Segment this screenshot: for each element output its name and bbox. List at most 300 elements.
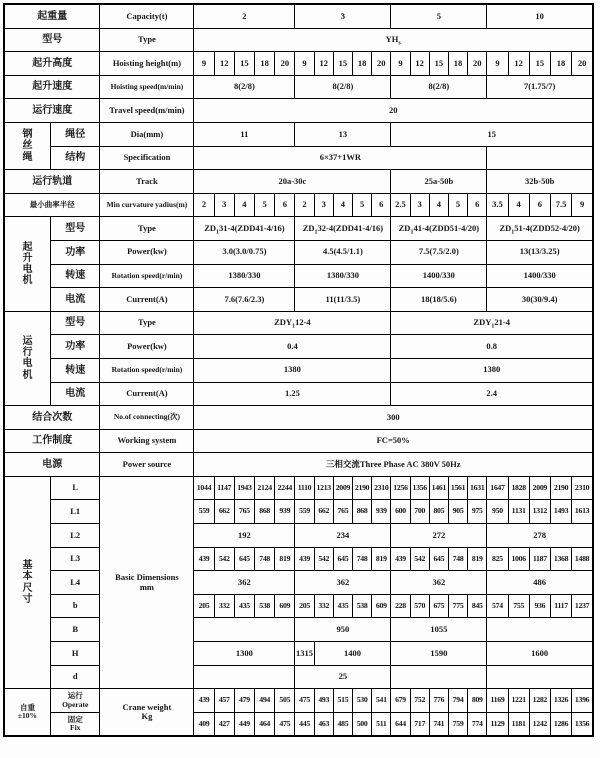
data-cell: 362 xyxy=(295,571,391,595)
data-cell: 675 xyxy=(429,594,448,618)
table-row xyxy=(4,429,593,453)
data-cell: 542 xyxy=(410,547,429,571)
data-cell: 20 xyxy=(275,52,295,76)
row-label-cn: 起升速度 xyxy=(4,75,100,99)
data-cell: 12 xyxy=(214,52,234,76)
table-row xyxy=(4,288,593,312)
data-cell: 7.6(7.6/2.3) xyxy=(194,288,295,312)
row-label-cn: 功率 xyxy=(50,240,100,264)
data-cell: 1943 xyxy=(234,476,254,500)
data-cell: 559 xyxy=(194,500,214,524)
data-cell: 574 xyxy=(487,594,508,618)
data-cell: 741 xyxy=(429,712,448,736)
row-label-cn: 功率 xyxy=(50,335,100,359)
data-cell: 1380/330 xyxy=(194,264,295,288)
data-cell: 6 xyxy=(529,193,550,217)
data-cell: 1286 xyxy=(550,712,571,736)
table-row xyxy=(4,618,593,642)
data-cell: 435 xyxy=(333,594,352,618)
data-cell: 559 xyxy=(295,500,314,524)
data-cell: 449 xyxy=(234,712,254,736)
data-cell xyxy=(194,665,295,689)
data-cell: 3 xyxy=(214,193,234,217)
data-cell: 15 xyxy=(391,122,593,146)
data-cell: 12 xyxy=(410,52,429,76)
data-cell: $ZD_131-4(ZDD41-4/16)$ xyxy=(194,217,295,241)
data-cell: 409 xyxy=(194,712,214,736)
row-label-en: L1 xyxy=(50,500,100,524)
data-cell: 776 xyxy=(429,689,448,713)
group-label-dimensions: 基 本 尺 寸 xyxy=(4,476,50,688)
row-label-en: Travel speed(m/min) xyxy=(100,99,194,123)
data-cell: 486 xyxy=(487,571,593,595)
table-row xyxy=(4,524,593,548)
table-row xyxy=(4,594,593,618)
data-cell: 7(1.75/7) xyxy=(487,75,593,99)
data-cell: 950 xyxy=(295,618,391,642)
row-label-en: Capacity(t) xyxy=(100,4,194,28)
data-cell xyxy=(194,618,295,642)
table-row xyxy=(4,571,593,595)
data-cell: 9 xyxy=(572,193,593,217)
row-label-en: L xyxy=(50,476,100,500)
row-label-cn: 固定 Fix xyxy=(50,712,100,736)
data-cell: 645 xyxy=(333,547,352,571)
data-cell: 809 xyxy=(468,689,487,713)
row-label-en: Power source xyxy=(100,453,194,477)
row-label-en: Power(kw) xyxy=(100,335,194,359)
data-cell: 9 xyxy=(487,52,508,76)
data-cell: 485 xyxy=(333,712,352,736)
row-label-cn: 运行 Operate xyxy=(50,689,100,713)
data-cell: $ZDY_112-4$ xyxy=(194,311,391,335)
table-row xyxy=(4,217,593,241)
data-cell: 25a-50b xyxy=(391,170,487,194)
group-label-wire-rope: 钢 丝 绳 xyxy=(4,122,50,169)
data-cell: 435 xyxy=(234,594,254,618)
data-cell: 1356 xyxy=(572,712,593,736)
data-cell: 439 xyxy=(295,547,314,571)
data-cell: 1315 xyxy=(295,642,314,666)
data-cell: 332 xyxy=(314,594,333,618)
data-cell: 13(13/3.25) xyxy=(487,240,593,264)
row-label-en: Rotation speed(r/min) xyxy=(100,358,194,382)
data-cell: 1400/330 xyxy=(487,264,593,288)
row-label-cn: 型号 xyxy=(4,28,100,52)
data-cell: 7.5 xyxy=(550,193,571,217)
data-cell: 748 xyxy=(448,547,467,571)
data-cell: 939 xyxy=(275,500,295,524)
table-row xyxy=(4,311,593,335)
row-label-cn: 结合次数 xyxy=(4,406,100,430)
row-label-en: Current(A) xyxy=(100,288,194,312)
data-cell: 1561 xyxy=(448,476,467,500)
table-row xyxy=(4,642,593,666)
data-cell: 205 xyxy=(194,594,214,618)
row-label-en: Crane weight Kg xyxy=(100,689,194,737)
data-cell: 600 xyxy=(391,500,410,524)
data-cell: 1380/330 xyxy=(295,264,391,288)
data-cell: 18 xyxy=(255,52,275,76)
data-cell: 278 xyxy=(487,524,593,548)
data-cell: 2190 xyxy=(550,476,571,500)
data-cell: 752 xyxy=(410,689,429,713)
table-row xyxy=(4,665,593,689)
data-cell: 541 xyxy=(372,689,391,713)
table-row xyxy=(4,335,593,359)
data-cell: 1221 xyxy=(508,689,529,713)
data-cell: 8(2/8) xyxy=(194,75,295,99)
table-row xyxy=(4,547,593,571)
data-cell: 645 xyxy=(429,547,448,571)
data-cell: 662 xyxy=(314,500,333,524)
data-cell: 2310 xyxy=(372,476,391,500)
data-cell: 1828 xyxy=(508,476,529,500)
data-cell: 1488 xyxy=(572,547,593,571)
data-cell: 2124 xyxy=(255,476,275,500)
data-cell: 868 xyxy=(353,500,372,524)
data-cell: 427 xyxy=(214,712,234,736)
data-cell: 775 xyxy=(448,594,467,618)
data-cell: 20 xyxy=(372,52,391,76)
table-row xyxy=(4,146,593,170)
row-label-en: Type xyxy=(100,217,194,241)
data-cell: 530 xyxy=(353,689,372,713)
data-cell: 6 xyxy=(468,193,487,217)
row-label-en: b xyxy=(50,594,100,618)
data-cell: 515 xyxy=(333,689,352,713)
table-row xyxy=(4,500,593,524)
data-cell: 3.5 xyxy=(487,193,508,217)
data-cell: 15 xyxy=(529,52,550,76)
spec-table-body xyxy=(4,4,593,736)
data-cell: 1400/330 xyxy=(391,264,487,288)
data-cell: 10 xyxy=(487,4,593,28)
data-cell: 493 xyxy=(314,689,333,713)
data-cell: 1326 xyxy=(550,689,571,713)
data-cell: 20a-30c xyxy=(194,170,391,194)
data-cell: 4 xyxy=(234,193,254,217)
data-cell: 1400 xyxy=(314,642,391,666)
row-label-en: Type xyxy=(100,311,194,335)
row-label-cn: 结构 xyxy=(50,146,100,170)
data-cell: 1147 xyxy=(214,476,234,500)
row-label-en: L2 xyxy=(50,524,100,548)
data-cell: 2 xyxy=(295,193,314,217)
row-label-en: Specification xyxy=(100,146,194,170)
data-cell: 1.25 xyxy=(194,382,391,406)
data-cell: 445 xyxy=(295,712,314,736)
data-cell: 6 xyxy=(372,193,391,217)
group-label-travel-motor: 运 行 电 机 xyxy=(4,311,50,405)
table-row xyxy=(4,264,593,288)
data-cell: 1006 xyxy=(508,547,529,571)
data-cell: 765 xyxy=(333,500,352,524)
data-cell: 1131 xyxy=(508,500,529,524)
data-cell: 2244 xyxy=(275,476,295,500)
data-cell xyxy=(487,618,593,642)
row-label-en: Min curvature yadius(m) xyxy=(100,193,194,217)
table-row xyxy=(4,358,593,382)
data-cell: 542 xyxy=(314,547,333,571)
data-cell: 439 xyxy=(391,547,410,571)
data-cell: 11(11/3.5) xyxy=(295,288,391,312)
row-label-en: Track xyxy=(100,170,194,194)
data-cell: 748 xyxy=(255,547,275,571)
data-cell xyxy=(487,665,593,689)
data-cell: 1461 xyxy=(429,476,448,500)
data-cell: 1117 xyxy=(550,594,571,618)
table-row xyxy=(4,689,593,713)
data-cell: 1396 xyxy=(572,689,593,713)
row-label-cn: 起升高度 xyxy=(4,52,100,76)
data-cell: 905 xyxy=(448,500,467,524)
data-cell: 362 xyxy=(194,571,295,595)
data-cell: 500 xyxy=(353,712,372,736)
data-cell: 0.4 xyxy=(194,335,391,359)
data-cell: 20 xyxy=(194,99,593,123)
row-label-en: Hoisting speed(m/min) xyxy=(100,75,194,99)
row-label-cn: 型号 xyxy=(50,217,100,241)
data-cell: 1282 xyxy=(529,689,550,713)
row-label-en: Working system xyxy=(100,429,194,453)
row-label-en: Current(A) xyxy=(100,382,194,406)
data-cell: 9 xyxy=(295,52,314,76)
data-cell xyxy=(487,146,593,170)
data-cell: 1600 xyxy=(487,642,593,666)
data-cell: 439 xyxy=(194,547,214,571)
data-cell: 18 xyxy=(448,52,467,76)
data-cell: 542 xyxy=(214,547,234,571)
data-cell: 609 xyxy=(372,594,391,618)
data-cell: 5 xyxy=(353,193,372,217)
data-cell: 1631 xyxy=(468,476,487,500)
data-cell: 9 xyxy=(194,52,214,76)
table-row xyxy=(4,99,593,123)
data-cell: 4 xyxy=(333,193,352,217)
data-cell: 2 xyxy=(194,4,295,28)
data-cell: 1213 xyxy=(314,476,333,500)
data-cell: 759 xyxy=(448,712,467,736)
data-cell: 3.0(3.0/0.75) xyxy=(194,240,295,264)
row-label-cn: 绳径 xyxy=(50,122,100,146)
data-cell: 234 xyxy=(295,524,391,548)
row-label-cn: 运行轨道 xyxy=(4,170,100,194)
row-label-en: d xyxy=(50,665,100,689)
data-cell: 1187 xyxy=(529,547,550,571)
data-cell: 511 xyxy=(372,712,391,736)
data-cell: 819 xyxy=(468,547,487,571)
data-cell: 1493 xyxy=(550,500,571,524)
table-row xyxy=(4,28,593,52)
data-cell: 570 xyxy=(410,594,429,618)
row-label-en: Dia(mm) xyxy=(100,122,194,146)
data-cell xyxy=(391,665,487,689)
data-cell: 4.5(4.5/1.1) xyxy=(295,240,391,264)
data-cell: 15 xyxy=(333,52,352,76)
data-cell: 700 xyxy=(410,500,429,524)
table-row xyxy=(4,476,593,500)
data-cell: 825 xyxy=(487,547,508,571)
table-row xyxy=(4,4,593,28)
data-cell: 1647 xyxy=(487,476,508,500)
data-cell: 2.4 xyxy=(391,382,593,406)
data-cell: 1590 xyxy=(391,642,487,666)
data-cell: 1312 xyxy=(529,500,550,524)
data-cell: 3 xyxy=(314,193,333,217)
data-cell: 20 xyxy=(468,52,487,76)
data-cell: 1380 xyxy=(391,358,593,382)
table-row xyxy=(4,122,593,146)
row-label-cn: 运行速度 xyxy=(4,99,100,123)
data-cell: 845 xyxy=(468,594,487,618)
data-cell: 868 xyxy=(255,500,275,524)
data-cell: 1242 xyxy=(529,712,550,736)
row-label-en: L4 xyxy=(50,571,100,595)
table-row xyxy=(4,712,593,736)
row-label-cn: 电流 xyxy=(50,382,100,406)
data-cell: 1044 xyxy=(194,476,214,500)
data-cell: 679 xyxy=(391,689,410,713)
data-cell: 205 xyxy=(295,594,314,618)
data-cell: 475 xyxy=(275,712,295,736)
data-cell: 1368 xyxy=(550,547,571,571)
data-cell: 30(30/9.4) xyxy=(487,288,593,312)
data-cell: 300 xyxy=(194,406,593,430)
data-cell: 15 xyxy=(234,52,254,76)
data-cell: 2.5 xyxy=(391,193,410,217)
data-cell: 662 xyxy=(214,500,234,524)
row-label-en: H xyxy=(50,642,100,666)
row-label-cn: 转速 xyxy=(50,358,100,382)
table-row xyxy=(4,406,593,430)
row-label-cn: 起重量 xyxy=(4,4,100,28)
data-cell: 9 xyxy=(391,52,410,76)
data-cell: 538 xyxy=(255,594,275,618)
table-row xyxy=(4,170,593,194)
row-label-en: Hoisting height(m) xyxy=(100,52,194,76)
data-cell: 505 xyxy=(275,689,295,713)
data-cell: 774 xyxy=(468,712,487,736)
data-cell: 1613 xyxy=(572,500,593,524)
table-row xyxy=(4,75,593,99)
data-cell: 18(18/5.6) xyxy=(391,288,487,312)
data-cell: 5 xyxy=(391,4,487,28)
data-cell: 494 xyxy=(255,689,275,713)
spec-table xyxy=(3,3,594,737)
data-cell: 25 xyxy=(295,665,391,689)
table-row xyxy=(4,52,593,76)
data-cell: 819 xyxy=(275,547,295,571)
data-cell: 8(2/8) xyxy=(391,75,487,99)
table-row xyxy=(4,453,593,477)
group-label-crane-weight: 自重 ±10% xyxy=(4,689,50,737)
data-cell: 475 xyxy=(295,689,314,713)
data-cell: 463 xyxy=(314,712,333,736)
data-cell: 765 xyxy=(234,500,254,524)
data-cell: 644 xyxy=(391,712,410,736)
data-cell: 936 xyxy=(529,594,550,618)
data-cell: 939 xyxy=(372,500,391,524)
data-cell: 1181 xyxy=(508,712,529,736)
row-label-en: Type xyxy=(100,28,194,52)
row-label-en: No.of connecting(次) xyxy=(100,406,194,430)
data-cell: 457 xyxy=(214,689,234,713)
data-cell: 2009 xyxy=(333,476,352,500)
data-cell: 三相交流Three Phase AC 380V 50Hz xyxy=(194,453,593,477)
data-cell: 538 xyxy=(353,594,372,618)
group-label-hoist-motor: 起 升 电 机 xyxy=(4,217,50,311)
data-cell: 609 xyxy=(275,594,295,618)
data-cell: 1169 xyxy=(487,689,508,713)
data-cell: 3 xyxy=(410,193,429,217)
data-cell: 1300 xyxy=(194,642,295,666)
data-cell: $ZD_141-4(ZDD51-4/20)$ xyxy=(391,217,487,241)
data-cell: 18 xyxy=(550,52,571,76)
row-label-en: Rotation speed(r/min) xyxy=(100,264,194,288)
data-cell: 32b-50b xyxy=(487,170,593,194)
data-cell: 2009 xyxy=(529,476,550,500)
data-cell: 950 xyxy=(487,500,508,524)
data-cell: 20 xyxy=(572,52,593,76)
data-cell: 479 xyxy=(234,689,254,713)
data-cell: 7.5(7.5/2.0) xyxy=(391,240,487,264)
table-row xyxy=(4,193,593,217)
data-cell: 755 xyxy=(508,594,529,618)
data-cell: 2 xyxy=(194,193,214,217)
row-label-en: L3 xyxy=(50,547,100,571)
data-cell: 362 xyxy=(391,571,487,595)
row-label-cn: 最小曲率半径 xyxy=(4,193,100,217)
data-cell: $ZDY_121-4$ xyxy=(391,311,593,335)
row-label-en: B xyxy=(50,618,100,642)
data-cell: 1110 xyxy=(295,476,314,500)
table-row xyxy=(4,382,593,406)
data-cell: 717 xyxy=(410,712,429,736)
data-cell: $YH_s$ xyxy=(194,28,593,52)
data-cell: 4 xyxy=(508,193,529,217)
data-cell: $ZD_132-4(ZDD41-4/16)$ xyxy=(295,217,391,241)
data-cell: 748 xyxy=(353,547,372,571)
row-label-cn: 工作制度 xyxy=(4,429,100,453)
data-cell: $ZD_151-4(ZDD52-4/20)$ xyxy=(487,217,593,241)
data-cell: 192 xyxy=(194,524,295,548)
data-cell: 794 xyxy=(448,689,467,713)
data-cell: 1237 xyxy=(572,594,593,618)
data-cell: 1356 xyxy=(410,476,429,500)
data-cell: 2310 xyxy=(572,476,593,500)
table-row xyxy=(4,240,593,264)
row-label-cn: 电源 xyxy=(4,453,100,477)
row-label-en: Basic Dimensions mm xyxy=(100,476,194,688)
data-cell: 6 xyxy=(275,193,295,217)
data-cell: 0.8 xyxy=(391,335,593,359)
row-label-cn: 转速 xyxy=(50,264,100,288)
row-label-en: Power(kw) xyxy=(100,240,194,264)
data-cell: 272 xyxy=(391,524,487,548)
data-cell: 1129 xyxy=(487,712,508,736)
data-cell: 5 xyxy=(255,193,275,217)
data-cell: 1055 xyxy=(391,618,487,642)
data-cell: 12 xyxy=(508,52,529,76)
row-label-cn: 型号 xyxy=(50,311,100,335)
data-cell: 11 xyxy=(194,122,295,146)
row-label-cn: 电流 xyxy=(50,288,100,312)
data-cell: 2190 xyxy=(353,476,372,500)
data-cell: 18 xyxy=(353,52,372,76)
data-cell: 975 xyxy=(468,500,487,524)
data-cell: 439 xyxy=(194,689,214,713)
